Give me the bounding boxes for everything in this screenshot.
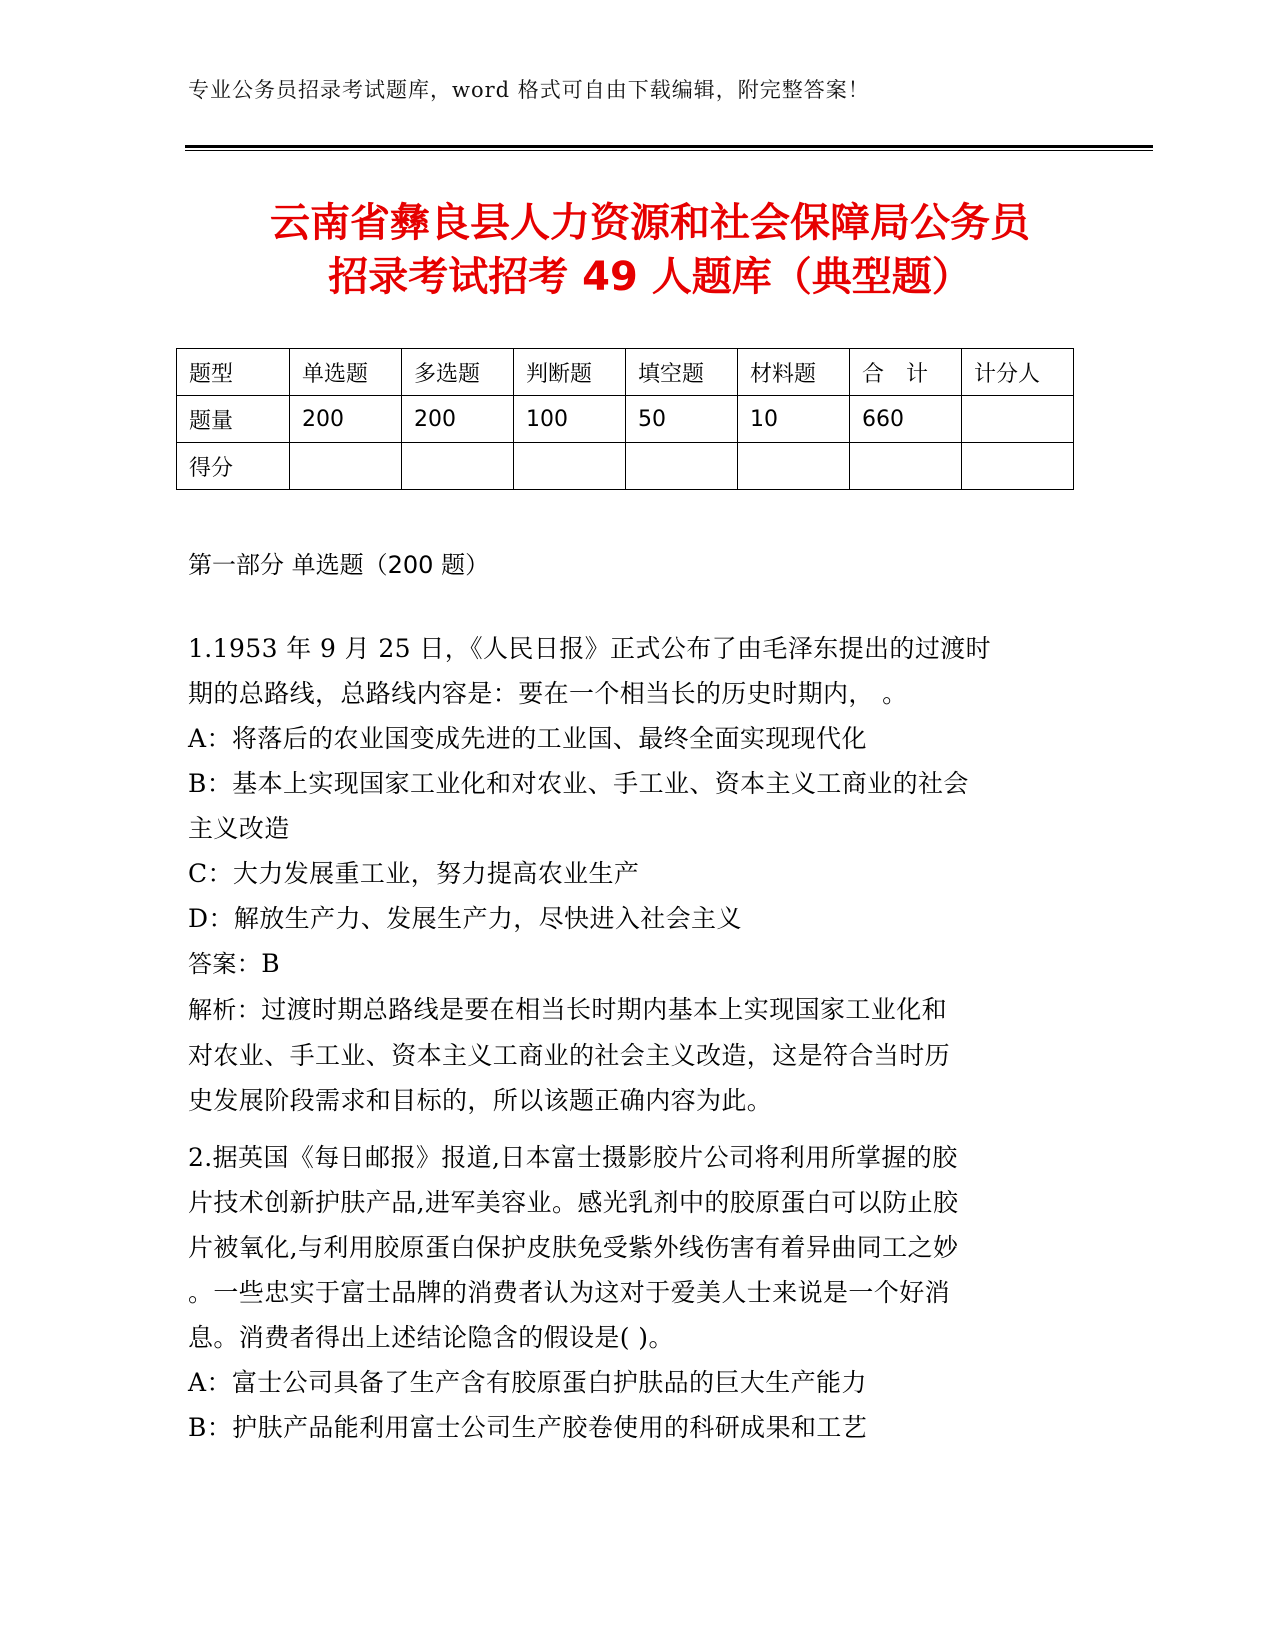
table-header-cell: 多选题 (402, 349, 514, 396)
analysis-text: 过渡时期总路线是要在相当长时期内基本上实现国家工业化和 (261, 995, 948, 1024)
analysis-text: 史发展阶段需求和目标的，所以该题正确内容为此。 (188, 1086, 773, 1115)
table-cell (962, 396, 1074, 443)
table-cell (850, 443, 962, 490)
table-cell (290, 443, 402, 490)
table-cell (626, 443, 738, 490)
table-header-cell: 材料题 (738, 349, 850, 396)
table-cell: 得分 (177, 443, 290, 490)
table-header-cell: 判断题 (514, 349, 626, 396)
question-stem-line: 息。消费者得出上述结论隐含的假设是( )。 (188, 1323, 674, 1352)
table-cell (962, 443, 1074, 490)
question-2 (188, 1135, 1088, 1450)
question-stem-line: 片被氧化,与利用胶原蛋白保护皮肤免受紫外线伤害有着异曲同工之妙 (188, 1233, 959, 1262)
question-stem-line: 1.1953 年 9 月 25 日，《人民日报》正式公布了由毛泽东提出的过渡时 (188, 634, 992, 663)
answer-value: B (261, 949, 280, 978)
table-header-cell: 题型 (177, 349, 290, 396)
table-row (177, 396, 1074, 443)
option-a: A：将落后的农业国变成先进的工业国、最终全面实现现代化 (188, 724, 867, 753)
table-header-cell: 合 计 (850, 349, 962, 396)
analysis-line (188, 987, 1088, 1033)
page-title-line-1: 云南省彝良县人力资源和社会保障局公务员 (270, 200, 1030, 246)
table-cell: 200 (290, 396, 402, 443)
header-rule-thick (185, 145, 1153, 148)
table-cell: 660 (850, 396, 962, 443)
option-b: B：护肤产品能利用富士公司生产胶卷使用的科研成果和工艺 (188, 1413, 868, 1442)
page-title (150, 196, 1150, 304)
table-cell (402, 443, 514, 490)
table-cell: 题量 (177, 396, 290, 443)
table-header-cell: 计分人 (962, 349, 1074, 396)
table-cell (738, 443, 850, 490)
answer-label: 答案： (188, 950, 262, 978)
table-cell: 200 (402, 396, 514, 443)
section-title: 第一部分 单选题（200 题） (188, 551, 490, 579)
score-table-header-row (177, 349, 1074, 396)
question-stem-line: 。一些忠实于富士品牌的消费者认为这对于爱美人士来说是一个好消 (188, 1278, 951, 1307)
analysis-label: 解析： (188, 996, 262, 1024)
question-stem-line: 期的总路线，总路线内容是：要在一个相当长的历史时期内， 。 (188, 679, 908, 708)
table-cell: 50 (626, 396, 738, 443)
table-header-cell: 单选题 (290, 349, 402, 396)
page-title-line-2: 招录考试招考 49 人题库（典型题） (328, 254, 972, 300)
option-d: D：解放生产力、发展生产力，尽快进入社会主义 (188, 904, 742, 933)
table-cell (514, 443, 626, 490)
option-c: C：大力发展重工业，努力提高农业生产 (188, 859, 640, 888)
table-cell: 100 (514, 396, 626, 443)
answer-line (188, 941, 1088, 987)
score-table (176, 348, 1074, 490)
question-stem-line: 2.据英国《每日邮报》报道,日本富士摄影胶片公司将利用所掌握的胶 (188, 1143, 958, 1172)
table-cell: 10 (738, 396, 850, 443)
table-header-cell: 填空题 (626, 349, 738, 396)
analysis-text: 对农业、手工业、资本主义工商业的社会主义改造，这是符合当时历 (188, 1041, 951, 1070)
header-rule-thin (185, 150, 1153, 151)
header-note: 专业公务员招录考试题库，word 格式可自由下载编辑，附完整答案！ (188, 78, 870, 102)
question-stem-line: 片技术创新护肤产品,进军美容业。感光乳剂中的胶原蛋白可以防止胶 (188, 1188, 959, 1217)
option-b-continued: 主义改造 (188, 814, 290, 843)
option-a: A：富士公司具备了生产含有胶原蛋白护肤品的巨大生产能力 (188, 1368, 867, 1397)
option-b: B：基本上实现国家工业化和对农业、手工业、资本主义工商业的社会 (188, 769, 969, 798)
table-row (177, 443, 1074, 490)
question-1 (188, 626, 1088, 1123)
